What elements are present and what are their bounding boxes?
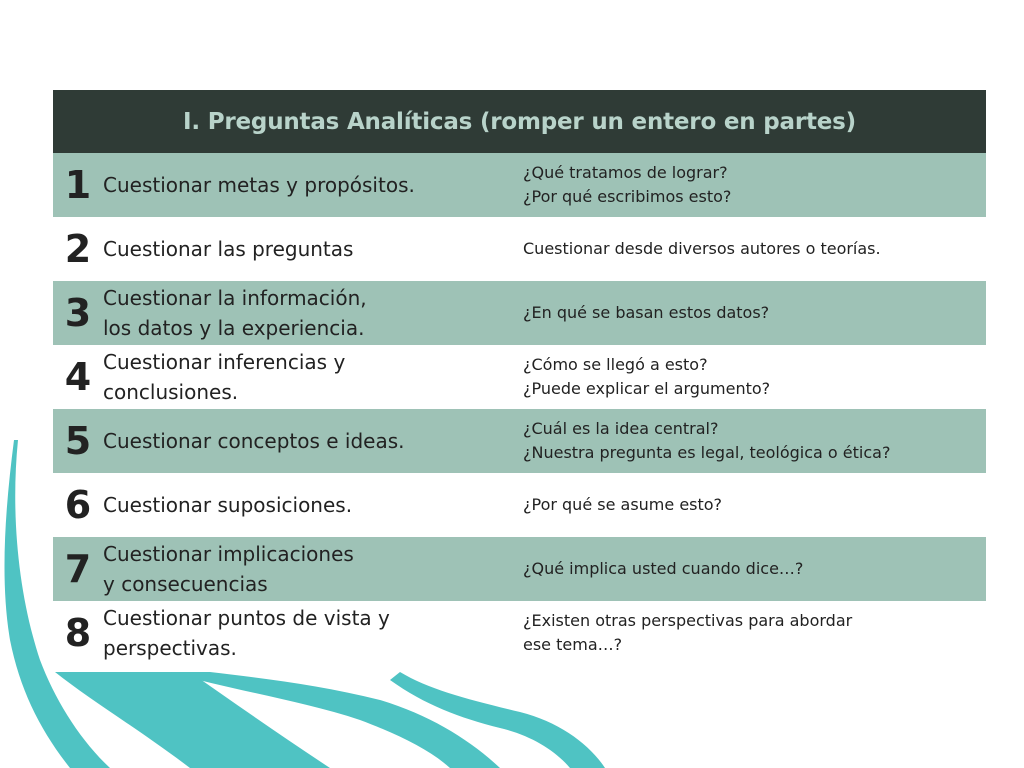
- row-topic: Cuestionar las preguntas: [103, 237, 354, 261]
- row-topic: Cuestionar puntos de vista y perspectivas.: [103, 606, 390, 660]
- row-question: ¿Cuál es la idea central? ¿Nuestra pregunta es legal, teológica o ética?: [523, 419, 891, 462]
- table-row: [53, 473, 986, 537]
- row-question: ¿Por qué se asume esto?: [523, 495, 723, 514]
- row-number: 3: [64, 291, 92, 335]
- table-row: [53, 537, 986, 601]
- row-number: 2: [64, 227, 92, 271]
- table-row: [53, 345, 986, 409]
- table-title: I. Preguntas Analíticas (romper un entero en partes): [53, 90, 986, 153]
- row-number: 8: [64, 611, 92, 655]
- analytical-questions-table: [53, 90, 986, 672]
- row-question: ¿Qué tratamos de lograr? ¿Por qué escribimos esto?: [523, 163, 732, 206]
- row-number: 7: [64, 547, 92, 591]
- row-number: 1: [64, 163, 92, 207]
- row-number: 6: [64, 483, 92, 527]
- table-row: [53, 601, 986, 665]
- table-row: [53, 281, 986, 345]
- row-topic: Cuestionar inferencias y conclusiones.: [103, 350, 346, 404]
- row-question: ¿En qué se basan estos datos?: [523, 303, 770, 322]
- row-topic: Cuestionar metas y propósitos.: [103, 173, 415, 197]
- row-number: 4: [64, 355, 92, 399]
- row-question: ¿Existen otras perspectivas para abordar ese tema…?: [523, 611, 853, 654]
- row-topic: Cuestionar suposiciones.: [103, 493, 353, 517]
- table-row: [53, 217, 986, 281]
- table-row: [53, 153, 986, 217]
- row-question: Cuestionar desde diversos autores o teorías.: [523, 239, 881, 258]
- row-number: 5: [64, 419, 92, 463]
- table-row: [53, 409, 986, 473]
- row-topic: Cuestionar implicaciones y consecuencias: [103, 542, 354, 596]
- row-question: ¿Cómo se llegó a esto? ¿Puede explicar el argumento?: [523, 355, 771, 398]
- row-question: ¿Qué implica usted cuando dice…?: [523, 559, 804, 578]
- row-topic: Cuestionar la información, los datos y la experiencia.: [103, 286, 367, 340]
- row-topic: Cuestionar conceptos e ideas.: [103, 429, 405, 453]
